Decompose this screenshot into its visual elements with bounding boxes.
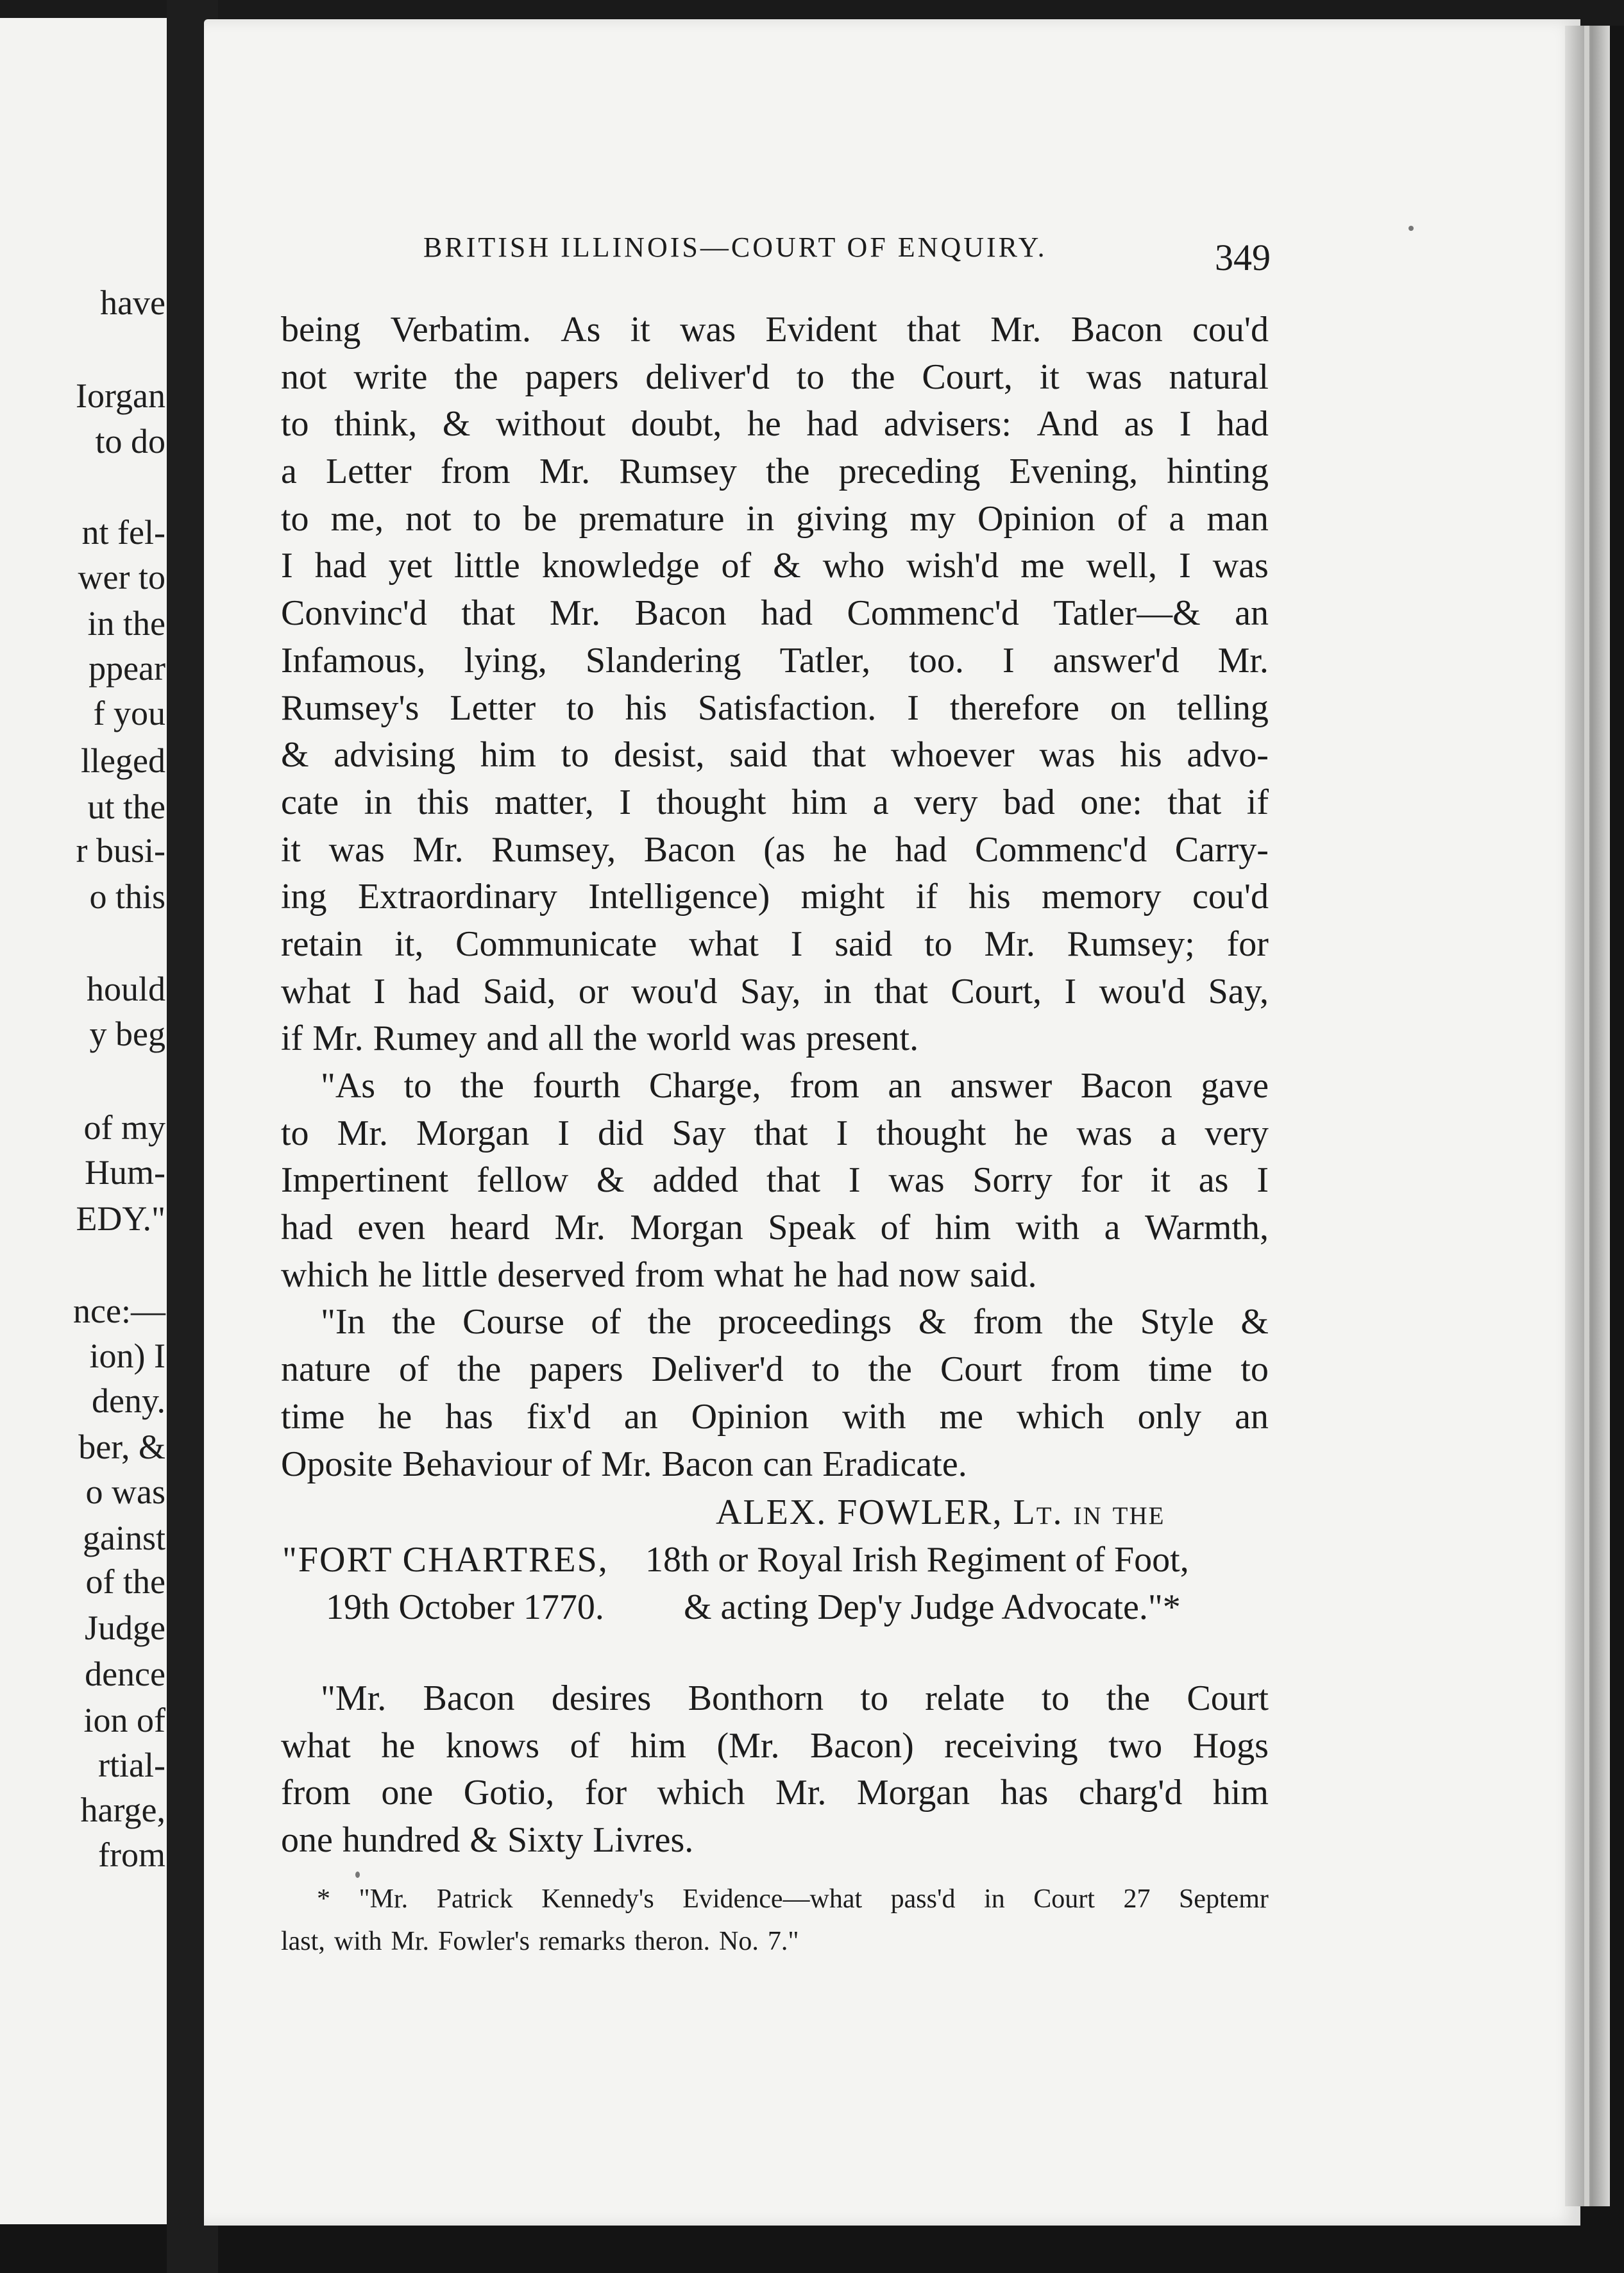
- facing-page-line: ber, &: [78, 1428, 165, 1466]
- facing-page-line: nt fel-: [81, 513, 165, 552]
- facing-page-line: harge,: [80, 1791, 165, 1829]
- facing-page-line: to do: [95, 422, 165, 461]
- facing-page-line: wer to: [78, 558, 165, 596]
- closing-paragraph: [281, 1675, 1269, 1864]
- facing-page-line: dence: [85, 1655, 165, 1693]
- text-line: if Mr. Rumey and all the world was present.: [281, 1018, 919, 1059]
- text-line: a Letter from Mr. Rumsey the preceding Evening, hinting: [281, 452, 1269, 492]
- facing-page-line: y beg: [89, 1015, 165, 1053]
- facing-page-line: of my: [83, 1108, 165, 1147]
- facing-page-line: EDY.": [76, 1199, 165, 1238]
- facing-page-line: r busi-: [76, 831, 165, 870]
- facing-page-line: ion) I: [89, 1337, 165, 1375]
- text-line: cate in this matter, I thought him a very bad one: that if: [281, 782, 1269, 822]
- signature-name-text: ALEX. FOWLER, Lt. in the: [716, 1492, 1165, 1532]
- facing-page-line: Hum-: [85, 1153, 165, 1192]
- text-line: it was Mr. Rumsey, Bacon (as he had Commenc'd Carry-: [281, 829, 1269, 870]
- signature-rank: 18th or Royal Irish Regiment of Foot,: [645, 1540, 1189, 1580]
- text-line: to Mr. Morgan I did Say that I thought he was a very: [281, 1113, 1269, 1153]
- text-line: Oposite Behaviour of Mr. Bacon can Eradicate.: [281, 1444, 967, 1484]
- text-line: ing Extraordinary Intelligence) might if his memory cou'd: [281, 877, 1269, 917]
- footnote-line: * "Mr. Patrick Kennedy's Evidence—what pass'd in Court 27 Septemr: [317, 1884, 1269, 1914]
- page-number: 349: [1215, 237, 1271, 278]
- text-line: what I had Said, or wou'd Say, in that Court, I wou'd Say,: [281, 971, 1269, 1011]
- facing-page-line: of the: [85, 1562, 165, 1601]
- facing-page-line: in the: [87, 604, 165, 643]
- body-text: [281, 307, 1269, 1488]
- facing-page-line: deny.: [92, 1382, 165, 1420]
- text-line: "Mr. Bacon desires Bonthorn to relate to the Court: [321, 1678, 1269, 1718]
- facing-page-line: f you: [93, 694, 165, 732]
- text-line: & advising him to desist, said that whoever was his advo-: [281, 735, 1269, 775]
- text-line: to think, & without doubt, he had advisers: And as I had: [281, 404, 1269, 444]
- text-line: "As to the fourth Charge, from an answer Bacon gave: [321, 1066, 1269, 1106]
- text-line: "In the Course of the proceedings & from the Style &: [321, 1302, 1269, 1342]
- facing-page-left: [0, 18, 178, 2224]
- facing-page-line: o was: [85, 1473, 165, 1511]
- facing-page-line: have: [100, 283, 165, 322]
- facing-page-line: ppear: [89, 649, 165, 688]
- text-line: from one Gotio, for which Mr. Morgan has charg'd him: [281, 1773, 1269, 1813]
- facing-page-line: o this: [89, 877, 165, 916]
- text-line: being Verbatim. As it was Evident that Mr. Bacon cou'd: [281, 310, 1269, 350]
- text-line: had even heard Mr. Morgan Speak of him with a Warmth,: [281, 1208, 1269, 1248]
- text-line: Infamous, lying, Slandering Tatler, too. I answer'd Mr.: [281, 640, 1269, 680]
- text-line: retain it, Communicate what I said to Mr. Rumsey; for: [281, 924, 1269, 964]
- facing-page-line: nce:—: [73, 1292, 165, 1330]
- signature-name: [716, 1492, 1165, 1533]
- page-edge-line: [1584, 26, 1589, 2206]
- text-line: Rumsey's Letter to his Satisfaction. I therefore on telling: [281, 688, 1269, 728]
- footnote: [281, 1878, 1269, 1963]
- text-line: Impertinent fellow & added that I was Sorry for it as I: [281, 1160, 1269, 1201]
- facing-page-line: rtial-: [98, 1746, 165, 1784]
- facing-page-line: from: [98, 1836, 165, 1874]
- signature-place-text: "FORT CHARTRES,: [282, 1540, 609, 1580]
- text-line: not write the papers deliver'd to the Court, it was natural: [281, 357, 1269, 397]
- facing-page-line: hould: [86, 970, 165, 1008]
- facing-page-line: Judge: [85, 1609, 165, 1647]
- text-line: what he knows of him (Mr. Bacon) receiving two Hogs: [281, 1725, 1269, 1766]
- facing-page-line: Iorgan: [76, 376, 165, 415]
- text-line: Convinc'd that Mr. Bacon had Commenc'd Tatler—& an: [281, 593, 1269, 634]
- signature-place: [282, 1539, 609, 1580]
- text-line: nature of the papers Deliver'd to the Court from time to: [281, 1349, 1269, 1390]
- running-head: BRITISH ILLINOIS—COURT OF ENQUIRY.: [423, 232, 1047, 263]
- facing-page-line: lleged: [81, 741, 165, 780]
- scan-speck: [1408, 226, 1414, 231]
- text-line: I had yet little knowledge of & who wish'd me well, I was: [281, 546, 1269, 586]
- text-line: to me, not to be premature in giving my Opinion of a man: [281, 498, 1269, 539]
- facing-page-line: ut the: [87, 788, 165, 826]
- footnote-line: last, with Mr. Fowler's remarks theron. No. 7.": [281, 1927, 799, 1956]
- facing-page-line: gainst: [83, 1519, 165, 1557]
- facing-page-line: ion of: [83, 1701, 165, 1739]
- scan-speck: [355, 1872, 360, 1878]
- text-line: one hundred & Sixty Livres.: [281, 1820, 694, 1861]
- signature-role: & acting Dep'y Judge Advocate."*: [684, 1587, 1181, 1627]
- signature-date: 19th October 1770.: [326, 1587, 604, 1627]
- text-line: time he has fix'd an Opinion with me which only an: [281, 1396, 1269, 1437]
- text-line: which he little deserved from what he had now said.: [281, 1255, 1037, 1295]
